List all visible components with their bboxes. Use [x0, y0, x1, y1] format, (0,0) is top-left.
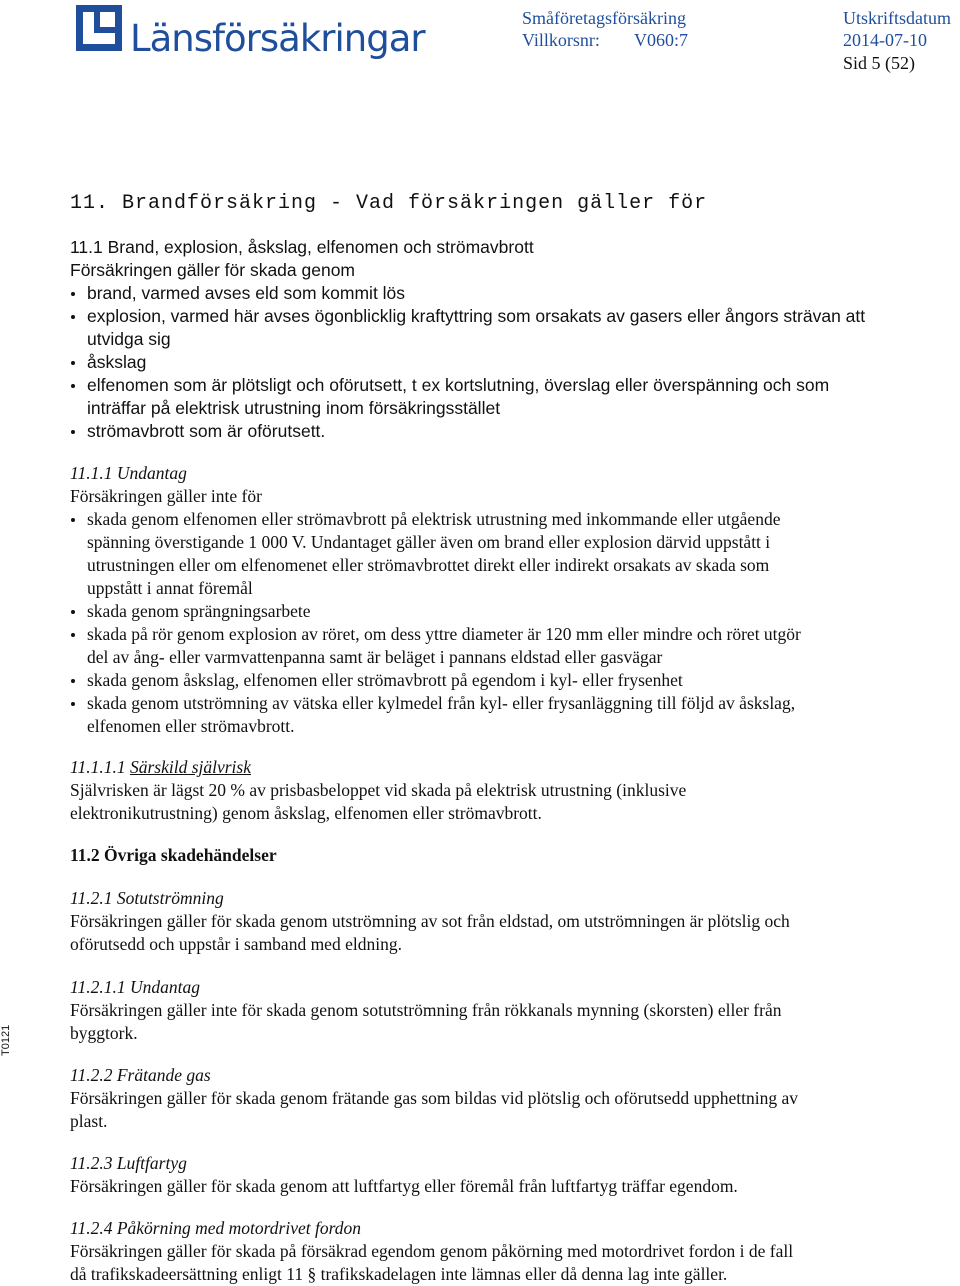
heading-11-1-1 — [70, 462, 187, 485]
section-title-text: Sotutströmning — [116, 888, 224, 908]
list-item: elfenomen som är plötsligt och oförutsett, t ex kortslutning, överslag eller överspänning och som — [87, 375, 830, 395]
section-number: 11.2.1 — [70, 888, 113, 908]
list-item-cont: utrustningen eller om elfenomenet eller strömavbrottet direkt eller indirekt orsakats av skada som — [87, 555, 770, 575]
list-item: skada genom sprängningsarbete — [87, 601, 311, 621]
bullet-dot — [71, 384, 75, 388]
list-item: skada genom åskslag, elfenomen eller strömavbrott på egendom i kyl- eller frysenhet — [87, 670, 683, 690]
section-number: 11.1.1 — [70, 463, 113, 483]
paragraph-line: då trafikskadeersättning enligt 11 § trafikskadelagen inte lämnas eller då denna lag inte gäller. — [70, 1264, 728, 1284]
list-item: strömavbrott som är oförutsett. — [87, 421, 326, 441]
section-title-text: Särskild självrisk — [129, 757, 251, 777]
bullet-dot — [71, 292, 75, 296]
bullet-dot — [71, 633, 75, 637]
list-item: åskslag — [87, 352, 147, 372]
bullet-dot — [71, 610, 75, 614]
section-number: 11.2.2 — [70, 1065, 113, 1085]
page-number: Sid 5 (52) — [843, 53, 915, 73]
bullet-dot — [71, 361, 75, 365]
paragraph-line: Försäkringen gäller för skada genom frätande gas som bildas vid plötslig och oförutsedd upphettning av — [70, 1088, 799, 1108]
list-item: explosion, varmed här avses ögonblicklig kraftyttring som orsakats av gasers eller ångors strävan att — [87, 306, 866, 326]
section-title-text: Påkörning med motordrivet fordon — [116, 1218, 361, 1238]
section-title: 11. Brandförsäkring - Vad försäkringen gäller för — [70, 192, 708, 215]
heading-11-2-3 — [70, 1152, 187, 1175]
company-logo-text: Länsförsäkringar — [130, 17, 425, 60]
list-item: skada genom utströmning av vätska eller kylmedel från kyl- eller frysanläggning till följd av åskslag, — [87, 693, 796, 713]
print-date-value: 2014-07-10 — [843, 30, 927, 50]
heading-11-2-1-1 — [70, 976, 200, 999]
section-title-text: Undantag — [116, 463, 187, 483]
paragraph-line: elektronikutrustning) genom åskslag, elfenomen eller strömavbrott. — [70, 803, 542, 823]
paragraph-line: Självrisken är lägst 20 % av prisbasbeloppet vid skada på elektrisk utrustning (inklusive — [70, 780, 687, 800]
print-date-label: Utskriftsdatum — [843, 8, 951, 28]
list-item-cont: elfenomen eller strömavbrott. — [87, 716, 295, 736]
list-item: skada genom elfenomen eller strömavbrott på elektrisk utrustning med inkommande eller utgående — [87, 509, 781, 529]
section-title-text: Undantag — [129, 977, 200, 997]
terms-label: Villkorsnr: — [522, 30, 600, 50]
paragraph-line: byggtork. — [70, 1023, 138, 1043]
heading-11-2: 11.2 Övriga skadehändelser — [70, 845, 277, 865]
section-number: 11.1.1.1 — [70, 757, 126, 777]
bullet-dot — [71, 430, 75, 434]
list-item-cont: spänning överstigande 1 000 V. Undantaget gäller även om brand eller explosion därvid uppstått i — [87, 532, 771, 552]
side-code: T0121 — [0, 1024, 12, 1056]
product-name: Småföretagsförsäkring — [522, 8, 686, 28]
heading-11-2-1 — [70, 887, 224, 910]
section-title-text: Luftfartyg — [116, 1153, 187, 1173]
section-title-text: Frätande gas — [116, 1065, 211, 1085]
bullet-dot — [71, 679, 75, 683]
bullet-dot — [71, 315, 75, 319]
section-number: 11.2.1.1 — [70, 977, 126, 997]
intro-11-1: Försäkringen gäller för skada genom — [70, 260, 356, 280]
paragraph-line: oförutsedd och uppstår i samband med eldning. — [70, 934, 402, 954]
list-item: skada på rör genom explosion av röret, om dess yttre diameter är 120 mm eller mindre och röret utgör — [87, 624, 801, 644]
heading-11-2-2 — [70, 1064, 211, 1087]
paragraph-line: Försäkringen gäller för skada genom utströmning av sot från eldstad, om utströmningen är plötslig och — [70, 911, 790, 931]
list-item-cont: uppstått i annat föremål — [87, 578, 253, 598]
bullet-dot — [71, 518, 75, 522]
list-item-cont: utvidga sig — [87, 329, 171, 349]
terms-value: V060:7 — [634, 30, 688, 50]
list-item-cont: inträffar på elektrisk utrustning inom försäkringsstället — [87, 398, 501, 418]
paragraph-line: plast. — [70, 1111, 108, 1131]
intro-11-1-1: Försäkringen gäller inte för — [70, 486, 262, 506]
heading-11-1-1-1 — [70, 756, 251, 779]
section-number: 11.2.4 — [70, 1218, 113, 1238]
section-number: 11.2.3 — [70, 1153, 113, 1173]
heading-11-2-4 — [70, 1217, 361, 1240]
paragraph-line: Försäkringen gäller för skada genom att luftfartyg eller föremål från luftfartyg träffar egendom. — [70, 1176, 738, 1196]
bullet-dot — [71, 702, 75, 706]
paragraph-line: Försäkringen gäller för skada på försäkrad egendom genom påkörning med motordrivet fordon i de fall — [70, 1241, 794, 1261]
heading-11-1: 11.1 Brand, explosion, åskslag, elfenomen och strömavbrott — [70, 237, 534, 257]
list-item: brand, varmed avses eld som kommit lös — [87, 283, 406, 303]
paragraph-line: Försäkringen gäller inte för skada genom sotutströmning från rökkanals mynning (skorsten) eller från — [70, 1000, 782, 1020]
company-logo-icon — [76, 5, 122, 51]
list-item-cont: del av ång- eller varmvattenpanna samt är beläget i pannans eldstad eller gasvägar — [87, 647, 663, 667]
